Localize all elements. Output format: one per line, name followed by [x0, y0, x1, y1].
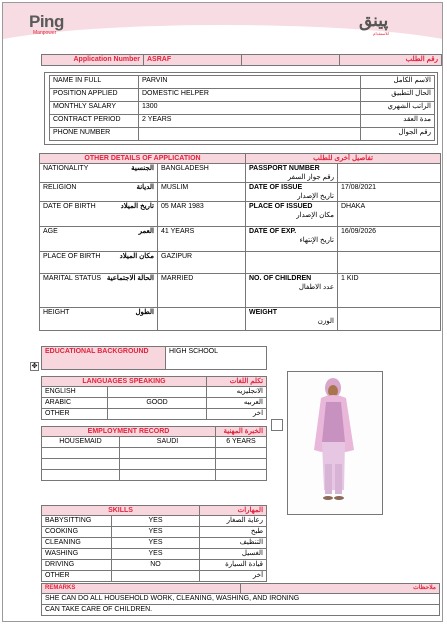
skill-row	[42, 560, 267, 571]
basic-info-row	[50, 102, 435, 115]
skill-label: WASHING	[42, 549, 112, 560]
details-label-ar: الحالة الاجتماعية	[106, 275, 154, 282]
languages-title-ar: تكلم اللغات	[207, 377, 267, 387]
skill-value[interactable]: YES	[112, 538, 200, 549]
skill-value[interactable]	[112, 571, 200, 582]
skill-value[interactable]: YES	[112, 527, 200, 538]
skills-title: SKILLS	[42, 506, 200, 516]
details-label-en: DATE OF BIRTH	[43, 203, 96, 210]
details-label-2	[246, 183, 338, 202]
details-value-2[interactable]: 17/08/2021	[338, 183, 441, 202]
basic-field-value[interactable]: PARVIN	[139, 76, 361, 89]
remarks-table	[41, 583, 440, 616]
education-label: EDUCATIONAL BACKGROUND	[42, 347, 166, 370]
employment-duration[interactable]	[216, 448, 267, 459]
details-label-2	[246, 274, 338, 308]
employment-country[interactable]	[120, 448, 216, 459]
details-label-ar: الجنسية	[131, 165, 154, 172]
skill-row	[42, 549, 267, 560]
skill-label: BABYSITTING	[42, 516, 112, 527]
skill-label: COOKING	[42, 527, 112, 538]
language-row	[42, 409, 267, 420]
details-label-2-ar: تاريخ الإصدار	[297, 193, 334, 200]
details-label-en: PLACE OF BIRTH	[43, 253, 101, 260]
details-label-2	[246, 308, 338, 331]
language-label-ar: اخر	[207, 409, 267, 420]
language-label: ENGLISH	[42, 387, 108, 398]
employment-row	[42, 448, 267, 459]
details-label-2	[246, 252, 338, 274]
ping-logo-subtitle: Manpower	[33, 30, 57, 36]
basic-field-label-ar: الحال التطبيق	[361, 89, 435, 102]
details-label-en: RELIGION	[43, 184, 77, 191]
employment-position[interactable]	[42, 459, 120, 470]
move-handle-icon[interactable]: ✥	[31, 363, 38, 370]
basic-field-label-ar: رقم الجوال	[361, 128, 435, 141]
basic-field-label-ar: الاسم الكامل	[361, 76, 435, 89]
applicant-photo-image	[288, 372, 382, 514]
language-level[interactable]	[108, 409, 207, 420]
skill-value[interactable]: YES	[112, 516, 200, 527]
arabic-logo: پينق	[359, 11, 389, 30]
details-label-2-en: NO. OF CHILDREN	[249, 275, 312, 282]
employment-title: EMPLOYMENT RECORD	[42, 427, 216, 437]
application-number-table	[41, 54, 442, 66]
details-value[interactable]: BANGLADESH	[158, 164, 246, 183]
other-details-title-ar: تفاصيل أخرى للطلب	[246, 154, 441, 164]
employment-duration[interactable]	[216, 470, 267, 481]
letterhead	[3, 3, 442, 43]
details-row	[40, 227, 441, 252]
employment-row	[42, 459, 267, 470]
basic-field-label-ar: مدة العقد	[361, 115, 435, 128]
details-label-2	[246, 164, 338, 183]
employment-row	[42, 470, 267, 481]
details-label-2-en: PASSPORT NUMBER	[249, 165, 320, 172]
employment-table	[41, 426, 267, 481]
basic-field-label: MONTHLY SALARY	[50, 102, 139, 115]
details-label-2	[246, 227, 338, 252]
details-value-2[interactable]	[338, 252, 441, 274]
applicant-photo	[287, 371, 383, 515]
details-label	[40, 274, 158, 308]
remarks-label-ar: ملاحظات	[241, 584, 440, 594]
details-value-2[interactable]: DHAKA	[338, 202, 441, 227]
details-value[interactable]: MARRIED	[158, 274, 246, 308]
application-number-value[interactable]: ASRAF	[144, 55, 242, 66]
application-number-label-ar: رقم الطلب	[340, 55, 442, 66]
details-value[interactable]	[158, 308, 246, 331]
details-value-2[interactable]	[338, 164, 441, 183]
other-details-table	[39, 153, 441, 331]
employment-title-ar: الخبرة المهنية	[216, 427, 267, 437]
details-label-ar: الطول	[135, 309, 154, 316]
details-value[interactable]: 41 YEARS	[158, 227, 246, 252]
details-value[interactable]: GAZIPUR	[158, 252, 246, 274]
skill-row	[42, 538, 267, 549]
application-number-spacer	[242, 55, 340, 66]
basic-field-label: NAME IN FULL	[50, 76, 139, 89]
details-value-2[interactable]: 16/09/2026	[338, 227, 441, 252]
details-label-2-en: DATE OF EXP.	[249, 228, 297, 235]
details-label-en: AGE	[43, 228, 58, 235]
details-label-2-en: DATE OF ISSUE	[249, 184, 303, 191]
details-value-2[interactable]	[338, 308, 441, 331]
skill-label-ar: آخر	[200, 571, 267, 582]
details-label-2-en: WEIGHT	[249, 309, 277, 316]
skill-label: DRIVING	[42, 560, 112, 571]
basic-info-table	[49, 75, 435, 141]
details-row	[40, 202, 441, 227]
details-label-2	[246, 202, 338, 227]
details-label-2-ar: الوزن	[317, 318, 334, 325]
skill-row	[42, 527, 267, 538]
employment-country[interactable]: SAUDI	[120, 437, 216, 448]
details-label	[40, 183, 158, 202]
details-label	[40, 164, 158, 183]
language-label: ARABIC	[42, 398, 108, 409]
employment-duration[interactable]	[216, 459, 267, 470]
skill-label-ar: التنظيف	[200, 538, 267, 549]
basic-info-row	[50, 76, 435, 89]
application-number-label: Application Number	[42, 55, 144, 66]
details-label-2-ar: تاريخ الإنتهاء	[299, 237, 334, 244]
details-label	[40, 252, 158, 274]
details-label-2-ar: مكان الإصدار	[296, 212, 334, 219]
skill-label-ar: الغسيل	[200, 549, 267, 560]
details-label-ar: مكان الميلاد	[119, 253, 154, 260]
skill-label: CLEANING	[42, 538, 112, 549]
skill-value[interactable]: YES	[112, 549, 200, 560]
skill-value[interactable]: NO	[112, 560, 200, 571]
skill-label: OTHER	[42, 571, 112, 582]
details-row	[40, 183, 441, 202]
skills-title-ar: المهارات	[200, 506, 267, 516]
basic-info-row	[50, 89, 435, 102]
employment-row	[42, 437, 267, 448]
details-label-ar: تاريخ الميلاد	[120, 203, 154, 210]
employment-duration[interactable]: 6 YEARS	[216, 437, 267, 448]
basic-field-value[interactable]: 1300	[139, 102, 361, 115]
basic-info-row	[50, 115, 435, 128]
side-marker-box	[271, 419, 283, 431]
employment-position[interactable]	[42, 448, 120, 459]
employment-country[interactable]	[120, 459, 216, 470]
basic-field-label-ar: الراتب الشهري	[361, 102, 435, 115]
remarks-line-2[interactable]: CAN TAKE CARE OF CHILDREN.	[42, 605, 440, 616]
skills-table	[41, 505, 267, 582]
skill-row	[42, 516, 267, 527]
other-details-title: OTHER DETAILS OF APPLICATION	[40, 154, 246, 164]
languages-title: LANGUAGES SPEAKING	[42, 377, 207, 387]
details-value[interactable]: MUSLIM	[158, 183, 246, 202]
details-label-en: MARITAL STATUS	[43, 275, 102, 282]
details-label-2-ar: رقم جواز السفر	[287, 174, 334, 181]
language-label-ar: الانجليزيه	[207, 387, 267, 398]
education-value[interactable]: HIGH SCHOOL	[166, 347, 267, 370]
remarks-label: REMARKS	[42, 584, 241, 594]
details-label	[40, 308, 158, 331]
details-row	[40, 274, 441, 308]
language-label: OTHER	[42, 409, 108, 420]
basic-info-row	[50, 128, 435, 141]
arabic-logo-subtitle: للاستقدام	[373, 31, 389, 36]
skill-label-ar: رعاية الصغار	[200, 516, 267, 527]
basic-field-label: CONTRACT PERIOD	[50, 115, 139, 128]
details-label-2-ar: عدد الاطفال	[298, 284, 334, 291]
language-row	[42, 398, 267, 409]
ping-logo: Ping	[29, 12, 64, 31]
details-label	[40, 227, 158, 252]
language-row	[42, 387, 267, 398]
basic-field-value[interactable]	[139, 128, 361, 141]
details-value[interactable]: 05 MAR 1983	[158, 202, 246, 227]
details-label-en: NATIONALITY	[43, 165, 89, 172]
basic-field-value[interactable]: 2 YEARS	[139, 115, 361, 128]
details-value-2[interactable]: 1 KID	[338, 274, 441, 308]
basic-field-value[interactable]: DOMESTIC HELPER	[139, 89, 361, 102]
basic-field-label: POSITION APPLIED	[50, 89, 139, 102]
skill-row	[42, 571, 267, 582]
details-row	[40, 252, 441, 274]
skill-label-ar: قيادة السيارة	[200, 560, 267, 571]
details-label-2-en: PLACE OF ISSUED	[249, 203, 313, 210]
details-row	[40, 164, 441, 183]
details-label-ar: الديانة	[136, 184, 154, 191]
skill-label-ar: طبخ	[200, 527, 267, 538]
employment-position[interactable]	[42, 470, 120, 481]
details-label-ar: العمر	[138, 228, 154, 235]
language-level[interactable]: GOOD	[108, 398, 207, 409]
details-label	[40, 202, 158, 227]
basic-field-label: PHONE NUMBER	[50, 128, 139, 141]
languages-table	[41, 376, 267, 420]
remarks-line-1[interactable]: SHE CAN DO ALL HOUSEHOLD WORK, CLEANING, WASHING, AND IRONING	[42, 594, 440, 605]
details-row	[40, 308, 441, 331]
employment-country[interactable]	[120, 470, 216, 481]
language-label-ar: العربيه	[207, 398, 267, 409]
employment-position[interactable]: HOUSEMAID	[42, 437, 120, 448]
education-table	[41, 346, 267, 370]
details-label-en: HEIGHT	[43, 309, 70, 316]
language-level[interactable]	[108, 387, 207, 398]
